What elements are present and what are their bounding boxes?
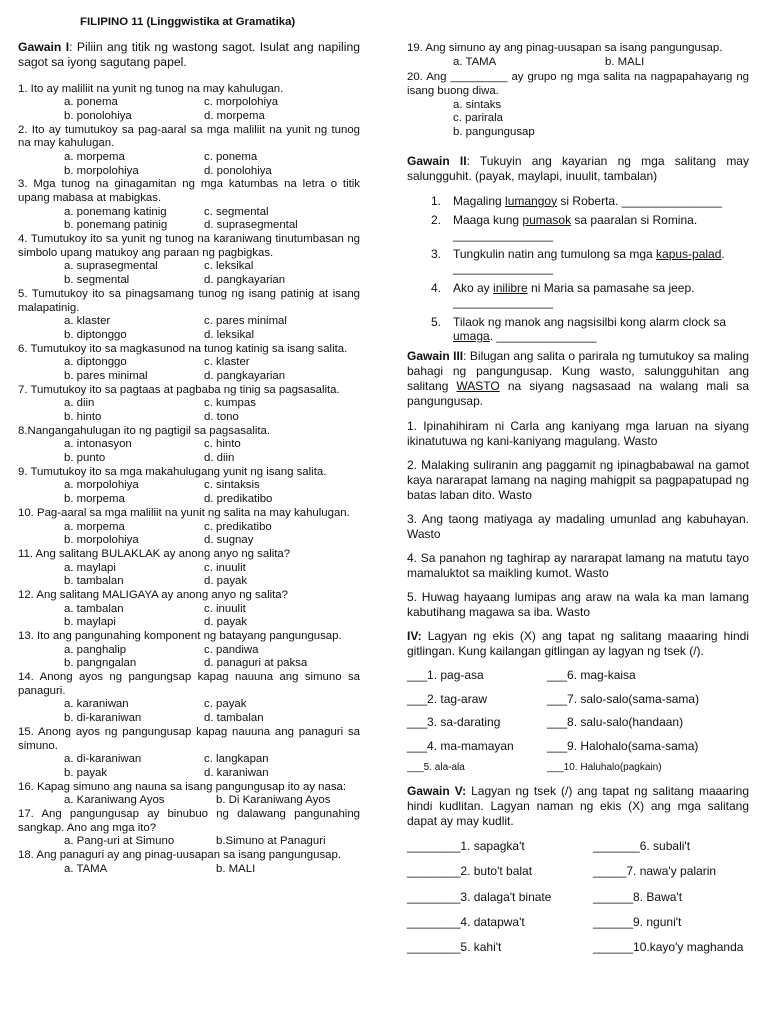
gawain5-item: ________2. buto't balat bbox=[407, 864, 533, 879]
gawain1-label: Gawain I bbox=[18, 40, 70, 54]
option: a. sintaks bbox=[453, 98, 502, 111]
option: a. TAMA bbox=[453, 55, 497, 68]
question-options bbox=[18, 260, 360, 287]
question-text: 14. Anong ayos ng pangungsap kapag nauuna ang simuno sa panaguri. bbox=[18, 671, 360, 697]
item-text-post: . _______________ bbox=[453, 246, 725, 276]
option: c. hinto bbox=[204, 438, 241, 451]
gawain5-row bbox=[407, 940, 749, 954]
item-number: 4. bbox=[431, 280, 442, 295]
option: b. tambalan bbox=[64, 575, 124, 588]
question-options bbox=[18, 438, 360, 465]
gawain1-instruction-text: : Piliin ang titik ng wastong sagot. Isulat ang napiling sagot sa iyong sagutang papel. bbox=[18, 40, 360, 70]
item-text-post: ni Maria sa pamasahe sa jeep. _______________ bbox=[453, 280, 695, 310]
gawain4-item: ___9. Halohalo(sama-sama) bbox=[547, 738, 699, 753]
gawain4-row bbox=[407, 668, 749, 682]
question-7 bbox=[18, 384, 360, 425]
underlined-word: kapus-palad bbox=[656, 246, 722, 261]
question-16 bbox=[18, 781, 360, 808]
gawain3-instruction-wasto: WASTO bbox=[456, 379, 500, 394]
option: d. ponolohiya bbox=[204, 164, 272, 177]
question-15 bbox=[18, 726, 360, 781]
option: b. ponemang patinig bbox=[64, 219, 168, 232]
gawain4-item: ___10. Haluhalo(pagkain) bbox=[547, 761, 662, 773]
question-text: 10. Pag-aaral sa mga maliliit na yunit ng salita na may kahulugan. bbox=[18, 506, 350, 519]
option: d. sugnay bbox=[204, 534, 254, 547]
question-12 bbox=[18, 589, 360, 630]
gawain4-item: ___4. ma-mamayan bbox=[407, 738, 514, 753]
option: a. panghalip bbox=[64, 643, 127, 656]
question-20-text: 20. Ang _________ ay grupo ng mga salita na nagpapahayang ng isang buong diwa. bbox=[407, 71, 749, 98]
option: a. maylapi bbox=[64, 561, 116, 574]
option: c. ponema bbox=[204, 150, 258, 163]
option: c. pandiwa bbox=[204, 643, 259, 656]
option: c. leksikal bbox=[204, 260, 254, 273]
option: b. maylapi bbox=[64, 616, 116, 629]
gawain2-item bbox=[431, 213, 749, 242]
question-17 bbox=[18, 808, 360, 849]
gawain5-item: ______10.kayo'y maghanda bbox=[593, 940, 744, 955]
item-text bbox=[453, 247, 749, 276]
option: d. tono bbox=[204, 411, 239, 423]
gawain5-row bbox=[407, 915, 749, 929]
option: b. MALI bbox=[216, 862, 256, 875]
option: c. inuulit bbox=[204, 561, 246, 574]
item-text-pre: Tilaok ng manok ang nagsisilbi kong alarm clock sa bbox=[453, 314, 727, 329]
gawain5-instruction-text: Lagyan ng tsek (/) ang tapat ng salitang maaaring hindi kudlitan. Lagyan naman ng ekis (X) ang mga salitang dapat ay may kudlit. bbox=[407, 783, 749, 828]
gawain4-row bbox=[407, 762, 749, 774]
underlined-word: inilibre bbox=[493, 280, 528, 295]
question-19 bbox=[407, 42, 749, 69]
gawain5-instruction bbox=[407, 784, 749, 829]
gawain5-item: ________4. datapwa't bbox=[407, 915, 525, 930]
question-text: 2. Ito ay tumutukoy sa pag-aaral sa mga maliliit na yunit ng tunog na may kahulugan. bbox=[18, 123, 360, 150]
page-title: FILIPINO 11 (Linggwistika at Gramatika) bbox=[80, 16, 296, 28]
question-text: 11. Ang salitang BULAKLAK ay anong anyo ng salita? bbox=[18, 547, 291, 560]
gawain5-item: _____7. nawa'y palarin bbox=[593, 864, 717, 879]
question-text: 13. Ito ang pangunahing komponent ng batayang pangungusap. bbox=[18, 630, 342, 642]
option: a. tambalan bbox=[64, 602, 124, 615]
gawain1-questions bbox=[18, 83, 360, 877]
question-options bbox=[18, 356, 360, 383]
gawain5-label: Gawain V: bbox=[407, 783, 467, 798]
gawain2-instruction-text: : Tukuyin ang kayarian ng mga salitang may salungguhit. (payak, maylapi, inuulit, tambalan) bbox=[407, 153, 749, 183]
option: a. di-karaniwan bbox=[64, 753, 142, 766]
underlined-word: lumangoy bbox=[505, 193, 558, 208]
option: c. payak bbox=[204, 698, 247, 711]
question-text: 8.Nangangahulugan ito ng pagtigil sa pagsasalita. bbox=[18, 424, 271, 437]
option: b. pares minimal bbox=[64, 369, 148, 382]
option: d. predikatibo bbox=[204, 493, 273, 506]
gawain4-items bbox=[407, 668, 749, 774]
option: b. pangngalan bbox=[64, 657, 137, 670]
gawain5-item: ______8. Bawa't bbox=[593, 889, 683, 904]
option: c. langkapan bbox=[204, 753, 269, 766]
item-number: 3. bbox=[431, 246, 442, 261]
question-6 bbox=[18, 343, 360, 384]
option: a. morpolohiya bbox=[64, 479, 139, 492]
gawain5-row bbox=[407, 839, 749, 853]
gawain4-label: IV: bbox=[407, 629, 422, 644]
question-13 bbox=[18, 630, 360, 671]
gawain4-item: ___1. pag-asa bbox=[407, 668, 484, 683]
gawain5-item: ________1. sapagka't bbox=[407, 838, 525, 853]
gawain2-instruction bbox=[407, 154, 749, 184]
gawain4-instruction bbox=[407, 629, 749, 659]
option: b. hinto bbox=[64, 411, 102, 423]
option: b. segmental bbox=[64, 274, 130, 287]
question-text: 1. Ito ay maliliit na yunit ng tunog na may kahulugan. bbox=[18, 82, 284, 95]
item-number: 2. bbox=[431, 213, 442, 228]
gawain2-items bbox=[407, 194, 749, 344]
item-text-post: si Roberta. _______________ bbox=[557, 193, 722, 208]
item-text-pre: Magaling bbox=[453, 193, 506, 208]
option: b. morpolohiya bbox=[64, 534, 139, 547]
gawain4-item: ___2. tag-araw bbox=[407, 691, 488, 706]
question-options bbox=[18, 835, 360, 849]
question-options bbox=[18, 794, 360, 808]
option: c. klaster bbox=[204, 356, 250, 369]
question-9 bbox=[18, 466, 360, 507]
item-text-post: . _______________ bbox=[489, 328, 597, 343]
option: d. karaniwan bbox=[204, 766, 269, 779]
option: d. diin bbox=[204, 452, 235, 465]
option: c. inuulit bbox=[204, 602, 246, 615]
question-20 bbox=[407, 71, 749, 139]
option: b. ponolohiya bbox=[64, 109, 132, 122]
question-text: 15. Anong ayos ng pangungusap kapag nauuna ang panaguri sa simuno. bbox=[18, 725, 360, 752]
question-options bbox=[18, 753, 360, 780]
gawain5-item: ______9. nguni't bbox=[593, 915, 682, 930]
item-text-pre: Maaga kung bbox=[453, 213, 523, 228]
option: b. punto bbox=[64, 452, 106, 465]
question-options bbox=[18, 644, 360, 671]
gawain4-row bbox=[407, 715, 749, 729]
question-11 bbox=[18, 548, 360, 589]
question-10 bbox=[18, 507, 360, 548]
option: b. payak bbox=[64, 766, 108, 779]
item-text bbox=[453, 281, 749, 310]
item-number: 1. bbox=[431, 193, 442, 208]
gawain5-row bbox=[407, 890, 749, 904]
option: b.Simuno at Panaguri bbox=[216, 835, 326, 848]
option: a. diptonggo bbox=[64, 356, 127, 369]
option: a. suprasegmental bbox=[64, 260, 158, 273]
option: d. leksikal bbox=[204, 328, 255, 341]
option: a. morpema bbox=[64, 520, 125, 533]
option: d. tambalan bbox=[204, 712, 264, 725]
question-options bbox=[407, 56, 749, 70]
option: a. ponemang katinig bbox=[64, 205, 167, 218]
gawain3-instruction-post: na siyang nagsasaad na walang mali sa pangungusap. bbox=[407, 379, 749, 409]
underlined-word: pumasok bbox=[522, 213, 572, 228]
gawain4-row bbox=[407, 739, 749, 753]
gawain5-items bbox=[407, 839, 749, 955]
item-text bbox=[453, 315, 749, 344]
option: a. ponema bbox=[64, 96, 118, 109]
question-options bbox=[18, 562, 360, 589]
question-text: 7. Tumutukoy ito sa pagtaas at pagbaba ng tinig sa pagsasalita. bbox=[18, 383, 340, 396]
option: d. pangkayarian bbox=[204, 274, 286, 287]
gawain4-item: ___8. salu-salo(handaan) bbox=[547, 715, 684, 730]
item-text bbox=[453, 213, 749, 242]
question-4 bbox=[18, 233, 360, 288]
option: a. morpema bbox=[64, 150, 125, 163]
gawain5-item: ________3. dalaga't binate bbox=[407, 889, 552, 904]
gawain5-item: ________5. kahi't bbox=[407, 940, 502, 955]
question-options bbox=[18, 479, 360, 506]
option: c. segmental bbox=[204, 205, 269, 218]
option: a. Pang-uri at Simuno bbox=[64, 835, 175, 848]
gawain3-item: 2. Malaking suliranin ang paggamit ng ipinagbabawal na gamot kaya nararapat lamang na naging mahigpit sa pagpapatupad ng batas laban dito. Wasto bbox=[407, 458, 749, 503]
question-text: 6. Tumutukoy ito sa magkasunod na tunog katinig sa isang salita. bbox=[18, 342, 348, 355]
question-options bbox=[18, 206, 360, 233]
gawain4-instruction-text: Lagyan ng ekis (X) ang tapat ng salitang maaaring hindi gitlingan. Kung kailangan gitlingan ay lagyan ng tsek (/). bbox=[407, 629, 749, 659]
item-text-pre: Tungkulin natin ang tumulong sa mga bbox=[453, 246, 657, 261]
gawain4-item: ___6. mag-kaisa bbox=[547, 668, 636, 683]
question-text: 9. Tumutukoy ito sa mga makahulugang yunit ng isang salita. bbox=[18, 465, 327, 478]
question-2 bbox=[18, 124, 360, 179]
gawain4-item: ___3. sa-darating bbox=[407, 715, 501, 730]
option: c. kumpas bbox=[204, 397, 256, 410]
question-text: 18. Ang panaguri ay ang pinag-uusapan sa isang pangungusap. bbox=[18, 849, 341, 861]
gawain3-items bbox=[407, 419, 749, 620]
option: d. pangkayarian bbox=[204, 369, 286, 382]
question-options bbox=[18, 96, 360, 123]
gawain4-row bbox=[407, 692, 749, 706]
option: a. intonasyon bbox=[64, 438, 132, 451]
question-options bbox=[18, 863, 360, 877]
question-text: 17. Ang pangungusap ay binubuo ng dalawang pangunahing sangkap. Ano ang mga ito? bbox=[18, 807, 360, 834]
question-text: 4. Tumutukoy ito sa yunit ng tunog na karaniwang tinutumbasan ng simbolo upang matukoy ang paraan ng pagbigkas. bbox=[18, 233, 360, 259]
option: a. TAMA bbox=[64, 862, 108, 875]
underlined-word: umaga bbox=[453, 328, 490, 343]
question-options bbox=[18, 151, 360, 178]
gawain3-instruction-pre: : Bilugan ang salita o parirala ng tumutukoy sa maling bahagi ng pangungusap. Kung wasto, salungguhitan ang salitang bbox=[407, 349, 749, 394]
option: b. morpolohiya bbox=[64, 164, 139, 177]
question-18 bbox=[18, 849, 360, 876]
gawain3-item: 1. Ipinahihiram ni Carla ang kaniyang mga laruan na siyang ikinatutuwa ng kani-kaniyang magulang. Wasto bbox=[407, 419, 749, 449]
question-text: 19. Ang simuno ay ang pinag-uusapan sa isang pangungusap. bbox=[407, 42, 723, 54]
option: b. pangungusap bbox=[453, 126, 535, 139]
gawain1-questions-continued bbox=[407, 42, 749, 69]
question-8 bbox=[18, 425, 360, 466]
question-options bbox=[18, 698, 360, 725]
option: c. morpolohiya bbox=[204, 96, 279, 109]
question-options bbox=[18, 603, 360, 630]
question-3 bbox=[18, 178, 360, 233]
question-5 bbox=[18, 288, 360, 343]
gawain3-item: 3. Ang taong matiyaga ay madaling umunlad ang kabuhayan. Wasto bbox=[407, 512, 749, 542]
option: d. panaguri at paksa bbox=[204, 657, 308, 670]
option: d. morpema bbox=[204, 109, 265, 122]
gawain2-item bbox=[431, 315, 749, 344]
gawain4-item: ___7. salo-salo(sama-sama) bbox=[547, 691, 700, 706]
left-column bbox=[18, 40, 360, 876]
right-column bbox=[407, 42, 749, 966]
item-text-post: sa paaralan si Romina. _______________ bbox=[453, 213, 698, 242]
option: a. Karaniwang Ayos bbox=[64, 794, 165, 807]
gawain2-item bbox=[431, 194, 749, 208]
question-options bbox=[18, 397, 360, 424]
option: c. pares minimal bbox=[204, 315, 287, 328]
option: c. parirala bbox=[453, 112, 504, 125]
gawain3-label: Gawain III bbox=[407, 349, 464, 364]
gawain2-item bbox=[431, 281, 749, 310]
question-text: 5. Tumutukoy ito sa pinagsamang tunog ng isang patinig at isang malapatinig. bbox=[18, 287, 360, 314]
option: b. di-karaniwan bbox=[64, 712, 142, 725]
item-text-pre: Ako ay bbox=[453, 280, 494, 295]
option: a. diin bbox=[64, 397, 95, 410]
gawain5-row bbox=[407, 864, 749, 878]
option: b. Di Karaniwang Ayos bbox=[216, 794, 331, 807]
gawain2-item bbox=[431, 247, 749, 276]
question-text: 12. Ang salitang MALIGAYA ay anong anyo ng salita? bbox=[18, 588, 288, 601]
option: c. predikatibo bbox=[204, 520, 272, 533]
gawain5-item: _______6. subali't bbox=[593, 838, 691, 853]
item-number: 5. bbox=[431, 314, 442, 329]
option: a. klaster bbox=[64, 315, 111, 328]
question-14 bbox=[18, 671, 360, 726]
gawain3-instruction bbox=[407, 349, 749, 409]
question-options bbox=[18, 521, 360, 548]
question-1 bbox=[18, 83, 360, 124]
gawain3-item: 5. Huwag hayaang lumipas ang araw na wala ka man lamang kabutihang magawa sa iba. Wasto bbox=[407, 590, 749, 620]
option: b. morpema bbox=[64, 493, 125, 506]
question-text: 16. Kapag simuno ang nauna sa isang pangungusap ito ay nasa: bbox=[18, 780, 347, 793]
gawain2-label: Gawain II bbox=[407, 153, 467, 168]
option: d. payak bbox=[204, 616, 248, 629]
gawain1-instruction bbox=[18, 40, 360, 71]
gawain3-item: 4. Sa panahon ng taghirap ay nararapat lamang na matutu tayo mamaluktot sa maikling kumot. Wasto bbox=[407, 551, 749, 581]
option: d. suprasegmental bbox=[204, 219, 298, 232]
option: b. diptonggo bbox=[64, 328, 127, 341]
item-text bbox=[453, 194, 749, 208]
question-options bbox=[18, 315, 360, 342]
option: d. payak bbox=[204, 575, 248, 588]
question-text: 3. Mga tunog na ginagamitan ng mga katumbas na letra o titik upang mabasa at mabigkas. bbox=[18, 178, 360, 204]
option: b. MALI bbox=[605, 55, 645, 68]
option: a. karaniwan bbox=[64, 698, 129, 711]
gawain4-item: ___5. ala-ala bbox=[407, 761, 465, 773]
option: c. sintaksis bbox=[204, 479, 260, 492]
